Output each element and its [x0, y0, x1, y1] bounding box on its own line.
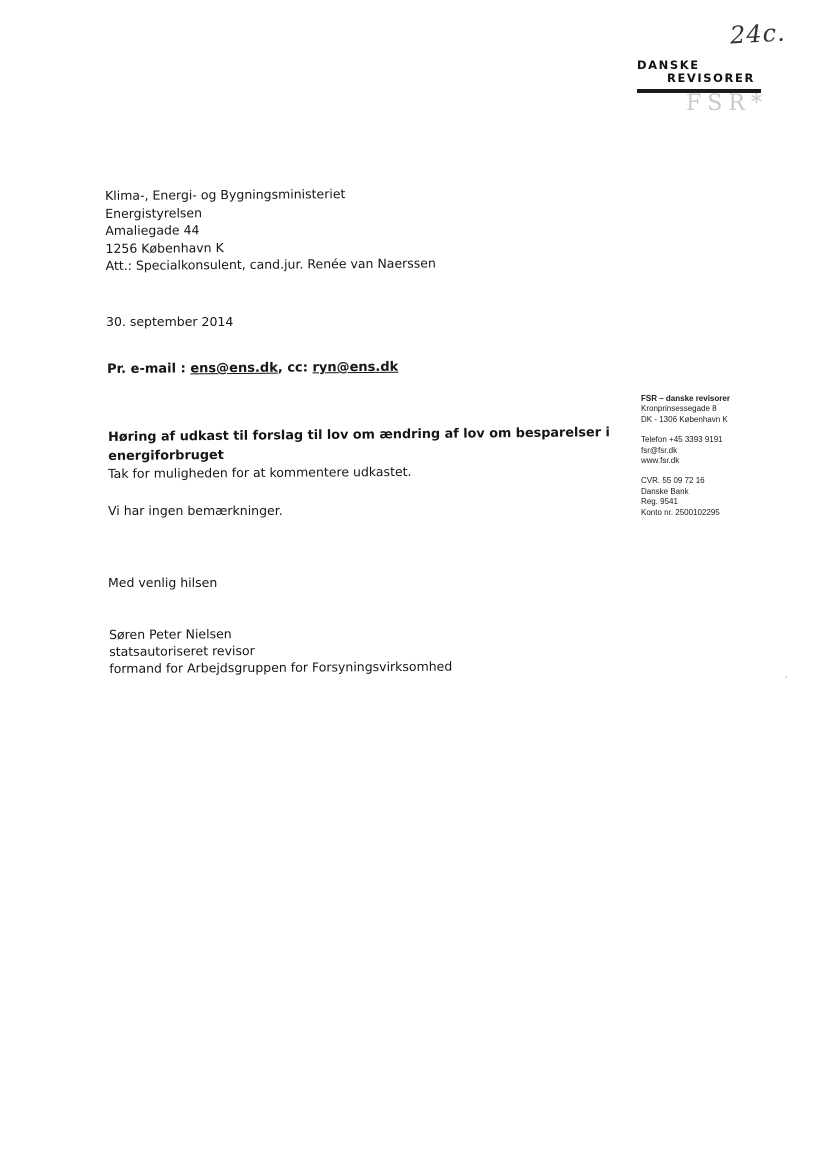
- logo-line-revisorer: REVISORER: [667, 71, 755, 85]
- sender-web: www.fsr.dk: [641, 456, 680, 466]
- recipient-line-street: Amaliegade 44: [105, 222, 200, 238]
- sender-address-group: [641, 394, 730, 425]
- sender-cvr: CVR. 55 09 72 16: [641, 476, 705, 486]
- sender-konto: Konto nr. 2500102295: [641, 507, 720, 517]
- subject-line-2: energiforbruget: [108, 447, 224, 464]
- sender-email: fsr@fsr.dk: [641, 445, 678, 455]
- sender-phone: Telefon +45 3393 9191: [641, 435, 723, 445]
- signature-role: formand for Arbejdsgruppen for Forsyningsvirksomhed: [109, 658, 453, 676]
- email-line: [107, 359, 398, 379]
- email-link-ens[interactable]: ens@ens.dk: [190, 360, 278, 377]
- subject-line-1: Høring af udkast til forslag til lov om ændring af lov om besparelser i: [108, 425, 610, 445]
- sender-info-sidebar: [641, 394, 730, 528]
- sender-bank-group: [641, 476, 730, 518]
- sender-bank: Danske Bank: [641, 486, 689, 496]
- signature-name: Søren Peter Nielsen: [109, 626, 232, 642]
- signature-block: [109, 624, 452, 677]
- email-link-ryn[interactable]: ryn@ens.dk: [312, 359, 399, 376]
- email-cc-label: , cc:: [277, 360, 313, 376]
- logo-fsr-mark: FSR*: [686, 91, 768, 116]
- recipient-line-city: 1256 København K: [105, 239, 224, 256]
- recipient-line-agency: Energistyrelsen: [105, 204, 203, 221]
- danske-revisorer-logo: [630, 58, 768, 118]
- handwritten-note: 24c.: [729, 18, 787, 50]
- recipient-line-attention: Att.: Specialkonsulent, cand.jur. Renée van Naerssen: [105, 255, 436, 273]
- sender-city: DK - 1306 København K: [641, 414, 728, 424]
- sender-org: FSR – danske revisorer: [641, 394, 730, 403]
- sender-contact-group: [641, 435, 730, 466]
- recipient-line-ministry: Klima-, Energi- og Bygningsministeriet: [105, 186, 346, 203]
- sender-street: Kronprinsessegade 8: [641, 404, 717, 414]
- letter-date: 30. september 2014: [106, 314, 234, 329]
- recipient-address: [105, 184, 436, 274]
- signature-title: statsautoriseret revisor: [109, 642, 255, 659]
- letter-subject: [108, 423, 610, 466]
- letter-closing: Med venlig hilsen: [108, 575, 218, 590]
- sender-reg: Reg. 9541: [641, 497, 678, 507]
- logo-line-danske: DANSKE: [637, 58, 700, 72]
- email-prefix: Pr. e-mail :: [107, 361, 191, 377]
- scan-speck: [785, 676, 787, 678]
- body-paragraph-thanks: Tak for muligheden for at kommentere udkastet.: [108, 463, 412, 481]
- body-paragraph-no-remarks: Vi har ingen bemærkninger.: [108, 503, 283, 518]
